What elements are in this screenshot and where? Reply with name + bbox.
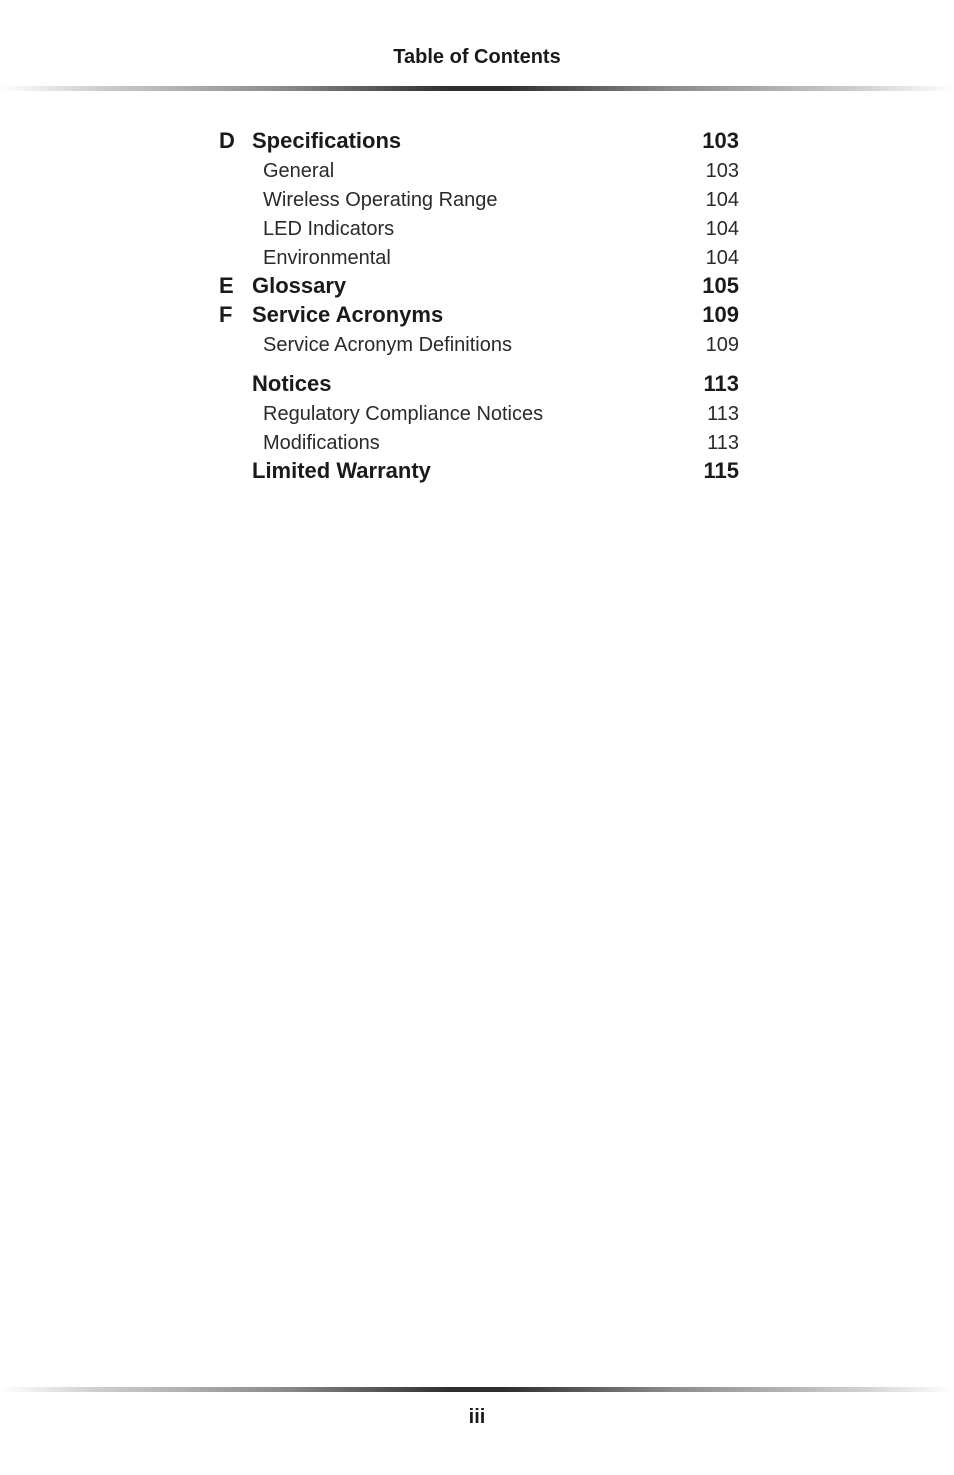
toc-entry-label: Modifications [263,432,380,454]
toc-entry-modifications[interactable] [0,432,954,460]
toc-entry-label: Glossary [252,273,347,298]
toc-entry-label: Service Acronyms [252,302,444,327]
toc-chapter-letter: F [219,302,233,327]
toc-entry-wireless-operating-range[interactable] [0,189,954,217]
header-divider [0,86,954,91]
toc-entry-label: Wireless Operating Range [263,189,498,211]
toc-chapter-letter: E [219,273,234,298]
toc-entry-service-acronyms[interactable] [0,302,954,330]
toc-entry-label: Limited Warranty [252,458,431,483]
toc-entry-glossary[interactable] [0,273,954,301]
toc-entry-specifications[interactable] [0,128,954,156]
toc-entry-label: Regulatory Compliance Notices [263,403,544,425]
toc-entry-page: 104 [705,189,739,211]
toc-entry-page: 104 [705,247,739,269]
toc-chapter-letter: D [219,128,235,153]
toc-entry-page: 104 [705,218,739,240]
toc-entry-page: 109 [702,302,739,327]
toc-entry-notices[interactable] [0,371,954,399]
toc-entry-environmental[interactable] [0,247,954,275]
toc-entry-label: Environmental [263,247,391,269]
toc-entry-general[interactable] [0,160,954,188]
page-number: iii [468,1406,486,1428]
toc-entry-page: 115 [703,458,739,483]
toc-entry-label: Notices [252,371,332,396]
toc-entry-page: 103 [702,128,739,153]
page-header-title: Table of Contents [393,46,561,68]
toc-entry-page: 113 [707,403,739,425]
toc-entry-page: 103 [705,160,739,182]
toc-entry-page: 105 [702,273,739,298]
toc-entry-page: 109 [705,334,739,356]
toc-entry-page: 113 [707,432,739,454]
toc-entry-label: Service Acronym Definitions [263,334,512,356]
toc-entry-label: Specifications [252,128,402,153]
toc-entry-service-acronym-definitions[interactable] [0,334,954,362]
toc-entry-regulatory-compliance-notices[interactable] [0,403,954,431]
footer-divider [0,1387,954,1392]
toc-entry-limited-warranty[interactable] [0,458,954,486]
toc-entry-page: 113 [703,371,739,396]
toc-entry-led-indicators[interactable] [0,218,954,246]
toc-entry-label: LED Indicators [263,218,395,240]
toc-entry-label: General [263,160,335,182]
